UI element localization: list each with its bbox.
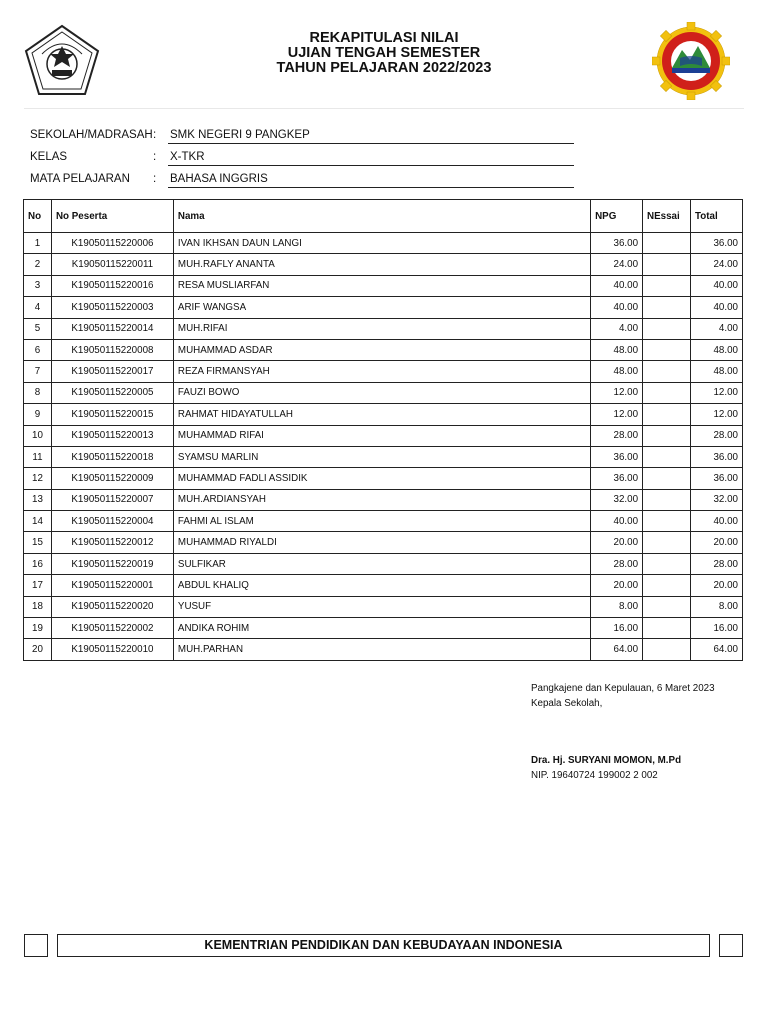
cell-nessai [643, 361, 691, 382]
header-nessai: NEssai [643, 200, 691, 233]
cell-total: 36.00 [691, 446, 743, 467]
document-title [200, 31, 568, 76]
document-header [0, 0, 768, 110]
cell-nama: ANDIKA ROHIM [173, 618, 590, 639]
cell-no-peserta: K19050115220004 [51, 511, 173, 532]
cell-total: 40.00 [691, 275, 743, 296]
cell-no: 16 [24, 553, 52, 574]
signature-nip: NIP. 19640724 199002 2 002 [531, 770, 658, 781]
cell-npg: 8.00 [591, 596, 643, 617]
class-label: KELAS [30, 151, 68, 163]
cell-no-peserta: K19050115220008 [51, 339, 173, 360]
cell-nessai [643, 446, 691, 467]
cell-npg: 36.00 [591, 233, 643, 254]
table-row [24, 511, 743, 532]
cell-npg: 28.00 [591, 425, 643, 446]
colon: : [153, 151, 157, 163]
cell-nama: REZA FIRMANSYAH [173, 361, 590, 382]
cell-total: 40.00 [691, 511, 743, 532]
cell-nama: SULFIKAR [173, 553, 590, 574]
grades-table [23, 199, 743, 661]
cell-total: 20.00 [691, 532, 743, 553]
footer-text: KEMENTRIAN PENDIDIKAN DAN KEBUDAYAAN INDONESIA [204, 938, 563, 952]
cell-no: 18 [24, 596, 52, 617]
table-row [24, 596, 743, 617]
cell-npg: 32.00 [591, 489, 643, 510]
cell-total: 16.00 [691, 618, 743, 639]
header-nama: Nama [173, 200, 590, 233]
cell-nessai [643, 532, 691, 553]
cell-nama: FAHMI AL ISLAM [173, 511, 590, 532]
cell-no: 8 [24, 382, 52, 403]
cell-no-peserta: K19050115220018 [51, 446, 173, 467]
cell-npg: 40.00 [591, 275, 643, 296]
cell-total: 8.00 [691, 596, 743, 617]
cell-nessai [643, 382, 691, 403]
cell-nessai [643, 511, 691, 532]
cell-npg: 64.00 [591, 639, 643, 660]
header-no-peserta: No Peserta [51, 200, 173, 233]
cell-total: 28.00 [691, 553, 743, 574]
cell-no: 15 [24, 532, 52, 553]
cell-total: 12.00 [691, 382, 743, 403]
header-no: No [24, 200, 52, 233]
cell-no-peserta: K19050115220014 [51, 318, 173, 339]
cell-total: 36.00 [691, 468, 743, 489]
cell-nessai [643, 596, 691, 617]
table-row [24, 532, 743, 553]
cell-nama: MUH.RAFLY ANANTA [173, 254, 590, 275]
footer-left-box [24, 934, 48, 957]
cell-nama: MUHAMMAD FADLI ASSIDIK [173, 468, 590, 489]
signature-role: Kepala Sekolah, [531, 698, 603, 709]
cell-npg: 16.00 [591, 618, 643, 639]
table-row [24, 233, 743, 254]
cell-npg: 48.00 [591, 361, 643, 382]
cell-nessai [643, 275, 691, 296]
cell-total: 32.00 [691, 489, 743, 510]
cell-nama: FAUZI BOWO [173, 382, 590, 403]
table-row [24, 254, 743, 275]
cell-no-peserta: K19050115220002 [51, 618, 173, 639]
cell-total: 36.00 [691, 233, 743, 254]
cell-npg: 12.00 [591, 404, 643, 425]
cell-nama: ABDUL KHALIQ [173, 575, 590, 596]
cell-nama: MUHAMMAD ASDAR [173, 339, 590, 360]
cell-npg: 36.00 [591, 446, 643, 467]
cell-no-peserta: K19050115220020 [51, 596, 173, 617]
cell-nessai [643, 468, 691, 489]
cell-nama: MUHAMMAD RIFAI [173, 425, 590, 446]
cell-total: 28.00 [691, 425, 743, 446]
cell-nama: MUH.ARDIANSYAH [173, 489, 590, 510]
cell-nama: IVAN IKHSAN DAUN LANGI [173, 233, 590, 254]
cell-no: 9 [24, 404, 52, 425]
table-row [24, 553, 743, 574]
cell-no: 14 [24, 511, 52, 532]
cell-nama: MUH.PARHAN [173, 639, 590, 660]
cell-no: 4 [24, 297, 52, 318]
cell-no: 17 [24, 575, 52, 596]
cell-no-peserta: K19050115220017 [51, 361, 173, 382]
cell-no-peserta: K19050115220003 [51, 297, 173, 318]
cell-nessai [643, 575, 691, 596]
cell-nessai [643, 553, 691, 574]
table-row [24, 425, 743, 446]
title-line-2: UJIAN TENGAH SEMESTER [287, 45, 481, 61]
cell-no-peserta: K19050115220001 [51, 575, 173, 596]
cell-nama: MUHAMMAD RIYALDI [173, 532, 590, 553]
cell-npg: 20.00 [591, 532, 643, 553]
cell-npg: 48.00 [591, 339, 643, 360]
cell-no-peserta: K19050115220013 [51, 425, 173, 446]
cell-no: 10 [24, 425, 52, 446]
header-total: Total [691, 200, 743, 233]
table-header-row [24, 200, 743, 233]
cell-no-peserta: K19050115220005 [51, 382, 173, 403]
cell-no-peserta: K19050115220006 [51, 233, 173, 254]
table-row [24, 297, 743, 318]
school-value: SMK NEGERI 9 PANGKEP [168, 129, 574, 144]
cell-nama: RAHMAT HIDAYATULLAH [173, 404, 590, 425]
cell-no-peserta: K19050115220010 [51, 639, 173, 660]
table-row [24, 468, 743, 489]
header-npg: NPG [591, 200, 643, 233]
cell-nessai [643, 233, 691, 254]
cell-total: 20.00 [691, 575, 743, 596]
cell-npg: 28.00 [591, 553, 643, 574]
cell-total: 40.00 [691, 297, 743, 318]
cell-no: 1 [24, 233, 52, 254]
school-emblem-icon [652, 22, 730, 100]
cell-no: 13 [24, 489, 52, 510]
table-row [24, 339, 743, 360]
cell-no-peserta: K19050115220012 [51, 532, 173, 553]
table-row [24, 489, 743, 510]
cell-nama: RESA MUSLIARFAN [173, 275, 590, 296]
cell-total: 48.00 [691, 339, 743, 360]
table-row [24, 446, 743, 467]
cell-total: 12.00 [691, 404, 743, 425]
cell-no: 7 [24, 361, 52, 382]
cell-total: 48.00 [691, 361, 743, 382]
cell-npg: 40.00 [591, 297, 643, 318]
cell-no-peserta: K19050115220019 [51, 553, 173, 574]
table-row [24, 639, 743, 660]
title-line-1: REKAPITULASI NILAI [309, 30, 459, 46]
cell-npg: 24.00 [591, 254, 643, 275]
cell-nama: SYAMSU MARLIN [173, 446, 590, 467]
ministry-emblem-icon [24, 24, 100, 96]
subject-value: BAHASA INGGRIS [168, 173, 574, 188]
cell-no-peserta: K19050115220009 [51, 468, 173, 489]
cell-no-peserta: K19050115220011 [51, 254, 173, 275]
footer-banner [57, 934, 710, 957]
header-divider [24, 108, 744, 109]
cell-nama: ARIF WANGSA [173, 297, 590, 318]
cell-no: 3 [24, 275, 52, 296]
cell-no-peserta: K19050115220015 [51, 404, 173, 425]
table-row [24, 275, 743, 296]
cell-no: 12 [24, 468, 52, 489]
cell-npg: 20.00 [591, 575, 643, 596]
class-value: X-TKR [168, 151, 574, 166]
cell-total: 4.00 [691, 318, 743, 339]
cell-npg: 40.00 [591, 511, 643, 532]
cell-no-peserta: K19050115220007 [51, 489, 173, 510]
cell-npg: 12.00 [591, 382, 643, 403]
footer-right-box [719, 934, 743, 957]
subject-label: MATA PELAJARAN [30, 173, 130, 185]
cell-nessai [643, 297, 691, 318]
cell-no: 20 [24, 639, 52, 660]
cell-nessai [643, 618, 691, 639]
cell-total: 24.00 [691, 254, 743, 275]
colon: : [153, 173, 157, 185]
cell-nama: MUH.RIFAI [173, 318, 590, 339]
cell-no: 6 [24, 339, 52, 360]
school-label: SEKOLAH/MADRASAH [30, 129, 153, 141]
cell-no: 19 [24, 618, 52, 639]
table-row [24, 575, 743, 596]
cell-nama: YUSUF [173, 596, 590, 617]
cell-npg: 4.00 [591, 318, 643, 339]
colon: : [153, 129, 157, 141]
signature-place-date: Pangkajene dan Kepulauan, 6 Maret 2023 [531, 683, 715, 694]
cell-no: 2 [24, 254, 52, 275]
table-row [24, 618, 743, 639]
cell-nessai [643, 425, 691, 446]
cell-nessai [643, 639, 691, 660]
table-row [24, 361, 743, 382]
table-row [24, 382, 743, 403]
cell-no-peserta: K19050115220016 [51, 275, 173, 296]
cell-nessai [643, 404, 691, 425]
table-row [24, 318, 743, 339]
cell-nessai [643, 339, 691, 360]
table-body [24, 233, 743, 661]
cell-npg: 36.00 [591, 468, 643, 489]
cell-nessai [643, 489, 691, 510]
cell-no: 11 [24, 446, 52, 467]
title-line-3: TAHUN PELAJARAN 2022/2023 [276, 60, 492, 76]
cell-no: 5 [24, 318, 52, 339]
cell-total: 64.00 [691, 639, 743, 660]
cell-nessai [643, 318, 691, 339]
signature-name: Dra. Hj. SURYANI MOMON, M.Pd [531, 755, 682, 766]
cell-nessai [643, 254, 691, 275]
table-row [24, 404, 743, 425]
